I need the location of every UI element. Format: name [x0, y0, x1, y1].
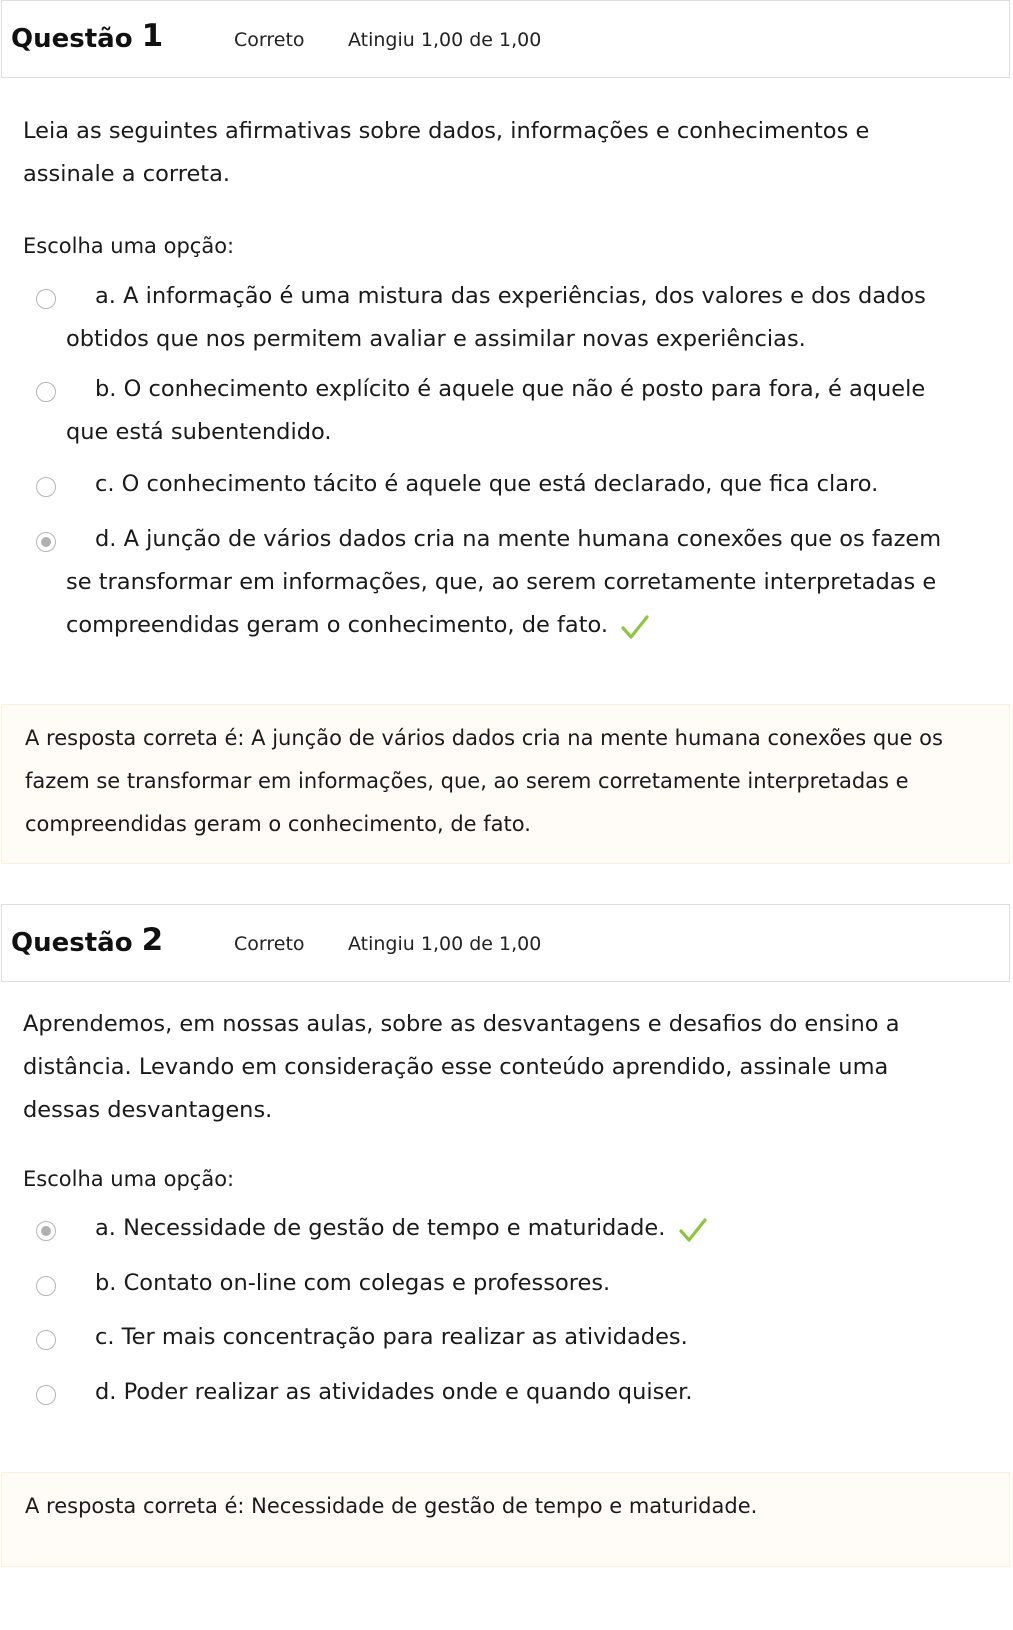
option-radio[interactable]	[36, 1330, 56, 1350]
question-label: Questão	[11, 24, 133, 54]
question-1-text: Leia as seguintes afirmativas sobre dados, informações e conhecimentos e assinale a correta.	[23, 118, 870, 187]
option-label-container	[95, 1207, 985, 1250]
feedback-text: A resposta correta é: Necessidade de gestão de tempo e maturidade.	[25, 1494, 758, 1518]
question-2-feedback	[1, 1472, 1010, 1567]
question-state: Correto	[234, 933, 305, 955]
option-label: d. Poder realizar as atividades onde e quando quiser.	[95, 1379, 693, 1405]
question-title	[11, 19, 163, 55]
option-radio[interactable]	[36, 289, 56, 309]
feedback-text: A resposta correta é: A junção de vários dados cria na mente humana conexões que os fazem se transformar em informações, que, ao serem corretamente interpretadas e compreendidas geram o conhecimento, de fato.	[25, 726, 943, 836]
question-1-header	[1, 0, 1010, 78]
check-icon	[679, 1217, 707, 1243]
question-1-feedback	[1, 704, 1010, 864]
option-label-container	[66, 518, 956, 647]
option-radio-selected[interactable]	[36, 1221, 56, 1241]
option-label: a. Necessidade de gestão de tempo e maturidade.	[95, 1215, 666, 1241]
option-radio[interactable]	[36, 1276, 56, 1296]
question-2-prompt: Escolha uma opção:	[23, 1167, 235, 1191]
option-label: b. O conhecimento explícito é aquele que não é posto para fora, é aquele que está subentendido.	[66, 376, 926, 445]
option-label: a. A informação é uma mistura das experiências, dos valores e dos dados obtidos que nos permitem avaliar e assimilar novas experiências.	[66, 283, 926, 352]
option-radio[interactable]	[36, 477, 56, 497]
option-label: b. Contato on-line com colegas e professores.	[95, 1270, 611, 1296]
option-radio[interactable]	[36, 382, 56, 402]
option-radio-selected[interactable]	[36, 532, 56, 552]
check-icon	[621, 614, 649, 640]
question-number: 1	[141, 18, 164, 54]
question-title	[11, 923, 163, 959]
question-number: 2	[141, 922, 164, 958]
question-2-header	[1, 904, 1010, 982]
option-radio[interactable]	[36, 1385, 56, 1405]
question-1-prompt: Escolha uma opção:	[23, 234, 235, 258]
question-grade: Atingiu 1,00 de 1,00	[348, 933, 542, 955]
option-label: c. Ter mais concentração para realizar as atividades.	[95, 1324, 688, 1350]
question-state: Correto	[234, 29, 305, 51]
question-label: Questão	[11, 928, 133, 958]
option-label: d. A junção de vários dados cria na mente humana conexões que os fazem se transformar em informações, que, ao serem corretamente interpretadas e compreendidas geram o conhecimento, de fato.	[66, 526, 942, 638]
option-label: c. O conhecimento tácito é aquele que está declarado, que fica claro.	[95, 471, 879, 497]
question-grade: Atingiu 1,00 de 1,00	[348, 29, 542, 51]
question-2-text: Aprendemos, em nossas aulas, sobre as desvantagens e desafios do ensino a distância. Levando em consideração esse conteúdo aprendido, assinale uma dessas desvantagens.	[23, 1011, 900, 1123]
